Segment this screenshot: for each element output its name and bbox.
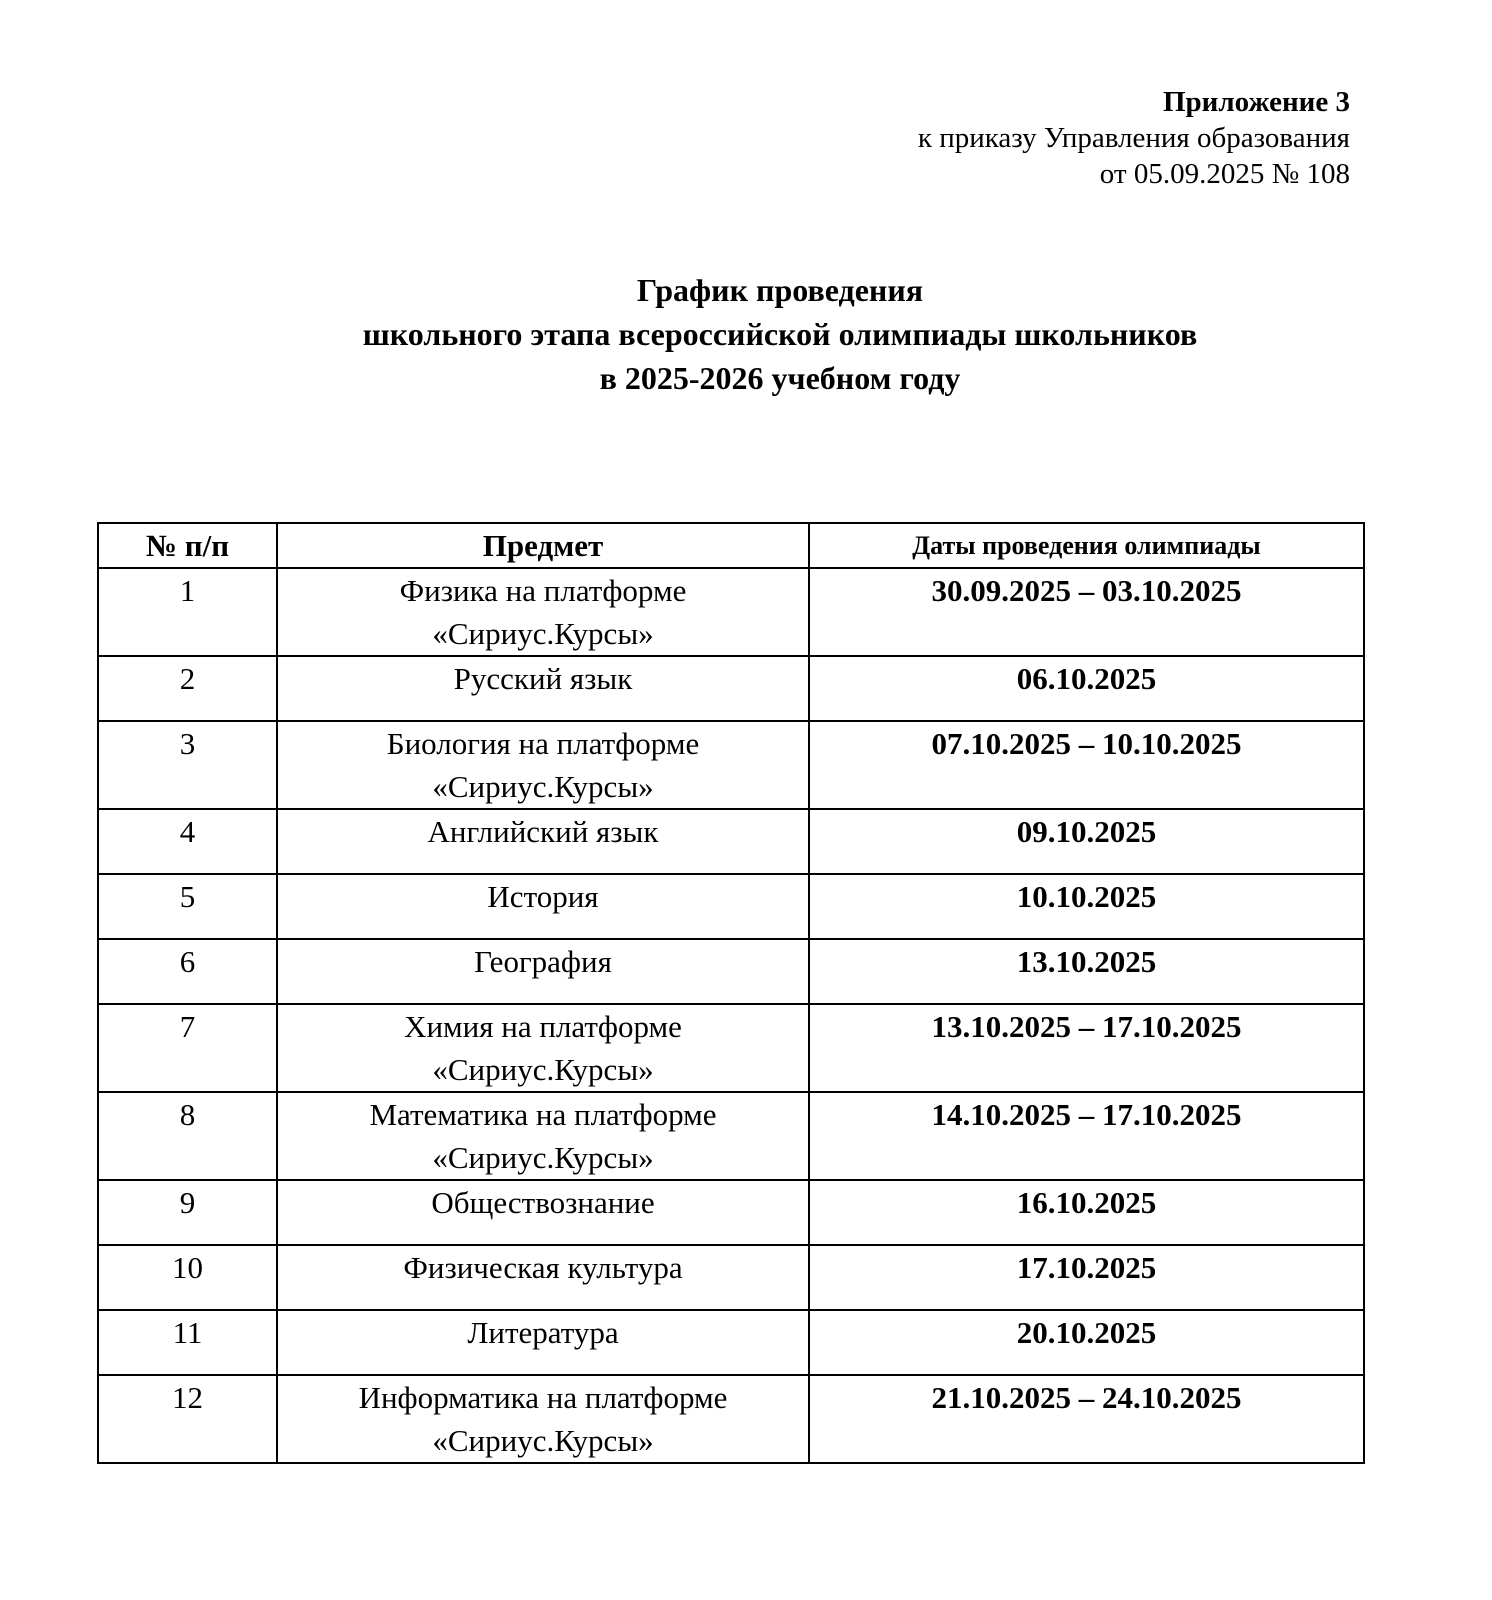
header-subject: Предмет — [277, 523, 809, 568]
row-dates: 30.09.2025 – 03.10.2025 — [809, 568, 1364, 656]
row-dates: 16.10.2025 — [809, 1180, 1364, 1245]
subject-name: Физическая культура — [403, 1250, 683, 1285]
row-subject — [277, 1092, 809, 1180]
row-number: 4 — [98, 809, 277, 874]
row-subject — [277, 874, 809, 939]
subject-platform: «Сириус.Курсы» — [432, 1423, 654, 1458]
row-subject — [277, 1004, 809, 1092]
subject-platform: «Сириус.Курсы» — [432, 616, 654, 651]
row-number: 2 — [98, 656, 277, 721]
document-title — [0, 268, 1492, 400]
table-row — [98, 809, 1364, 874]
row-subject — [277, 939, 809, 1004]
annex-block — [918, 84, 1350, 192]
table-row — [98, 721, 1364, 809]
row-number: 10 — [98, 1245, 277, 1310]
title-line-1: График проведения — [636, 272, 924, 308]
row-subject — [277, 1310, 809, 1375]
table-row — [98, 874, 1364, 939]
table-row — [98, 1004, 1364, 1092]
subject-platform: «Сириус.Курсы» — [432, 1052, 654, 1087]
table-row — [98, 568, 1364, 656]
row-dates: 07.10.2025 – 10.10.2025 — [809, 721, 1364, 809]
title-line-2: школьного этапа всероссийской олимпиады школьников — [362, 316, 1198, 352]
table-row — [98, 1310, 1364, 1375]
table-row — [98, 1180, 1364, 1245]
subject-name: Биология на платформе — [386, 726, 700, 761]
row-number: 3 — [98, 721, 277, 809]
row-subject — [277, 1180, 809, 1245]
subject-name: Английский язык — [427, 814, 659, 849]
annex-order-date: от 05.09.2025 № 108 — [1099, 158, 1350, 190]
row-dates: 10.10.2025 — [809, 874, 1364, 939]
row-dates: 20.10.2025 — [809, 1310, 1364, 1375]
row-subject — [277, 1245, 809, 1310]
header-number: № п/п — [98, 523, 277, 568]
row-dates: 09.10.2025 — [809, 809, 1364, 874]
row-number: 5 — [98, 874, 277, 939]
subject-name: Физика на платформе — [399, 573, 687, 608]
subject-name: Информатика на платформе — [358, 1380, 728, 1415]
row-number: 7 — [98, 1004, 277, 1092]
row-number: 9 — [98, 1180, 277, 1245]
annex-order-ref: к приказу Управления образования — [917, 122, 1350, 154]
subject-name: Русский язык — [453, 661, 633, 696]
row-number: 12 — [98, 1375, 277, 1463]
row-dates: 13.10.2025 – 17.10.2025 — [809, 1004, 1364, 1092]
subject-name: Обществознание — [431, 1185, 655, 1220]
row-subject — [277, 568, 809, 656]
row-number: 6 — [98, 939, 277, 1004]
subject-name: География — [474, 944, 612, 979]
subject-name: Литература — [467, 1315, 619, 1350]
table-row — [98, 939, 1364, 1004]
subject-name: Математика на платформе — [369, 1097, 717, 1132]
header-dates: Даты проведения олимпиады — [809, 523, 1364, 568]
table-row — [98, 656, 1364, 721]
row-subject — [277, 656, 809, 721]
table-row — [98, 1245, 1364, 1310]
row-dates: 21.10.2025 – 24.10.2025 — [809, 1375, 1364, 1463]
row-subject — [277, 1375, 809, 1463]
table-row — [98, 1092, 1364, 1180]
olympiad-schedule-table — [97, 522, 1365, 1464]
row-subject — [277, 809, 809, 874]
subject-platform: «Сириус.Курсы» — [432, 1140, 654, 1175]
row-number: 11 — [98, 1310, 277, 1375]
row-number: 8 — [98, 1092, 277, 1180]
row-subject — [277, 721, 809, 809]
row-dates: 17.10.2025 — [809, 1245, 1364, 1310]
row-dates: 14.10.2025 – 17.10.2025 — [809, 1092, 1364, 1180]
subject-name: История — [487, 879, 599, 914]
table-header-row — [98, 523, 1364, 568]
annex-title: Приложение 3 — [1163, 86, 1350, 118]
row-number: 1 — [98, 568, 277, 656]
title-line-3: в 2025-2026 учебном году — [599, 360, 961, 396]
subject-name: Химия на платформе — [404, 1009, 682, 1044]
table-row — [98, 1375, 1364, 1463]
row-dates: 13.10.2025 — [809, 939, 1364, 1004]
row-dates: 06.10.2025 — [809, 656, 1364, 721]
subject-platform: «Сириус.Курсы» — [432, 769, 654, 804]
